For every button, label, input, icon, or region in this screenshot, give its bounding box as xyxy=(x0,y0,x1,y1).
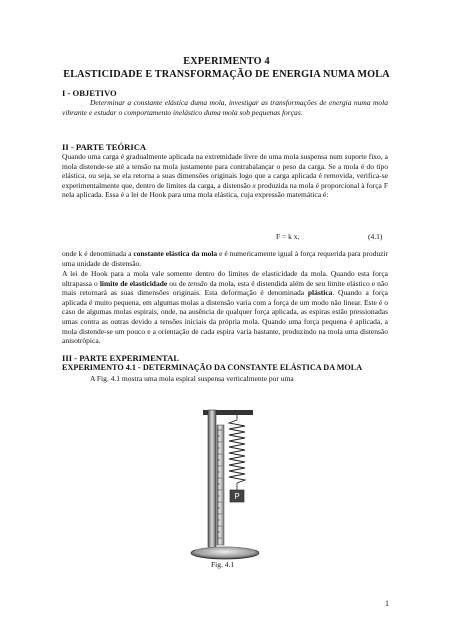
teoria-p3-italic-tensao: tensão xyxy=(187,278,208,288)
teoria-p1-var-x: x xyxy=(252,180,256,190)
teoria-p3-text-b: ou de xyxy=(167,278,188,288)
experimental-intro: A Fig. 4.1 mostra uma mola espiral suspensa verticalmente por uma xyxy=(90,374,294,383)
teoria-p1-text-b: produzida na mola é proporcional à força F nela aplicada. Essa é a lei de Hook para uma mola elástica, cuja expressão matemática é: xyxy=(62,180,388,200)
teoria-p3-text-a: A lei de Hook para a mola vale somente dentro do limites de elasticidade da mola. Quando esta força ultrapassa o xyxy=(62,269,388,288)
teoria-p2-text-b: e é numericamente igual à força requerida para produzir uma unidade de distensão. xyxy=(62,249,388,268)
section-heading-parte-experimental: III - PARTE EXPERIMENTAL xyxy=(62,353,180,363)
section-heading-parte-teorica: II - PARTE TEÓRICA xyxy=(62,142,147,152)
teoria-p3-bold-limite: limite de elasticidade xyxy=(99,278,168,288)
teoria-p1-text-a: Quando uma carga é gradualmente aplicada na extremidade livre de uma mola suspensa num suporte fixo, a mola distende-se até a tensão na mola justamente para contrabalançar o peso da carga. Se a mola é do tipo elástica, ou seja, se ela retorna a suas dimensões originais logo que a carga aplicada é removida, verifica-se experimentalmente que, dentro de limites da carga, a distensão xyxy=(62,152,388,190)
experiment-subtitle: ELASTICIDADE E TRANSFORMAÇÃO DE ENERGIA NUMA MOLA xyxy=(63,69,390,80)
measuring-scale xyxy=(217,425,224,545)
spring-coil xyxy=(229,420,245,483)
experiment-heading-4-1: EXPERIMENTO 4.1 - DETERMINAÇÃO DA CONSTANTE ELÁSTICA DA MOLA xyxy=(62,363,363,372)
equation-hooke: F = k x, xyxy=(276,232,300,241)
page-number: 1 xyxy=(385,599,389,608)
mass-label: P xyxy=(234,492,240,501)
section-heading-objetivo: I - OBJETIVO xyxy=(62,88,117,98)
experiment-title: EXPERIMENTO 4 xyxy=(183,56,270,67)
objetivo-text: Determinar a constante elástica duma mola, investigar as transformações de energia numa mola vibrante e estudar o comportamento inelástico duma mola sob pequenas forças. xyxy=(62,98,388,117)
teoria-p3-bold-plastica: plástica xyxy=(307,288,333,298)
teoria-p2-text-a: onde k é denominada a xyxy=(62,249,134,258)
equation-number: (4.1) xyxy=(368,232,383,241)
figure-caption: Fig. 4.1 xyxy=(211,560,235,569)
teoria-p2-bold: constante elástica da mola xyxy=(133,249,218,258)
support-rod xyxy=(208,410,216,550)
teoria-p3-text-c: da mola, esta é distendida além de seu limite elástico e não mais retornará as suas dimensões originais. Esta deformação é denominada xyxy=(62,278,388,298)
teoria-p3-text-d: . Quando a força aplicada é muito pequena, em algumas molas a distensão varia com a força de um modo não linear. Este é o caso de algumas molas espirais, onde, na ausência de qualquer força aplicada, as espiras estão pressionadas umas contra as outras devido a tensões iniciais da própria mola. Quando uma força pequena é aplicada, a mola distende-se um pouco e a orientação de cada espira varia bastante, produzindo na mola uma distensão anisotrópica. xyxy=(62,288,388,346)
